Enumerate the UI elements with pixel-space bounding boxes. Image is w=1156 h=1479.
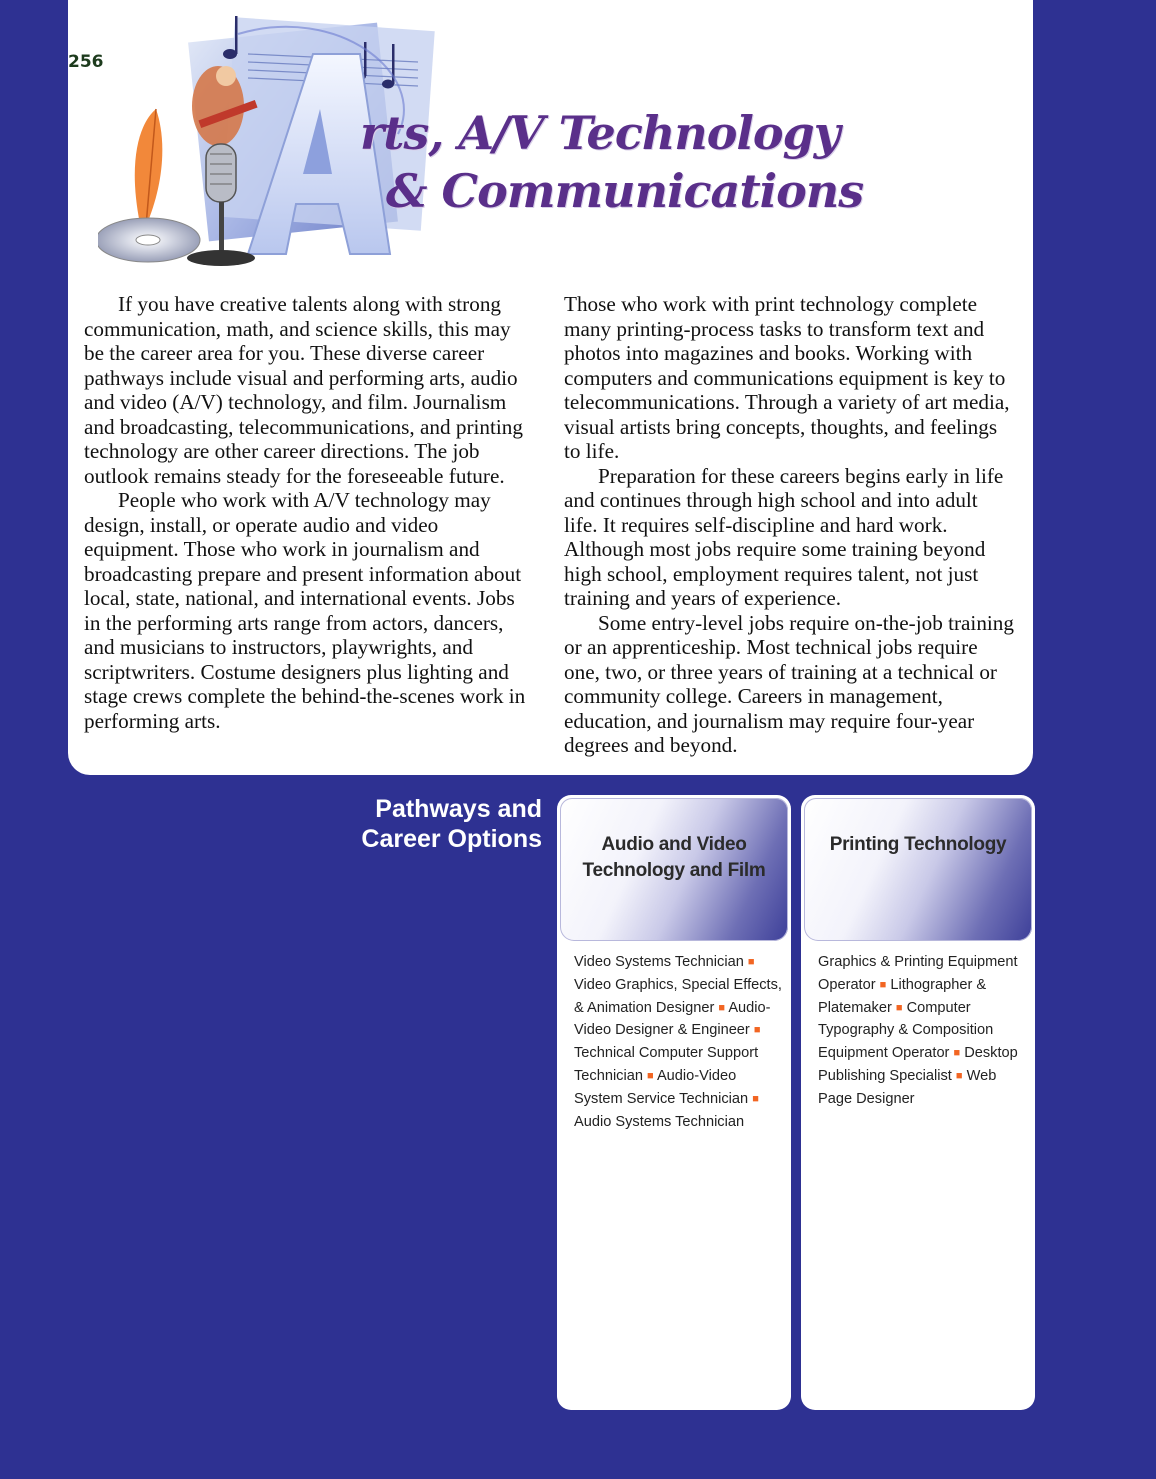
bullet-separator: ■ [879,978,887,991]
banner-title-line1: rts, A/V Technology [360,106,840,160]
banner-title-line2: & Communications [386,164,864,218]
card-header [804,798,1032,941]
bullet-separator: ■ [953,1047,961,1060]
career-list [818,951,1027,1111]
career-item: Technical Computer Support Technician [574,1045,759,1084]
intro-right-column [564,292,1016,758]
page-number: 256 [68,52,104,72]
card-title-line1: Printing Technology [829,834,1007,855]
bullet-separator: ■ [753,1024,761,1037]
intro-paragraph: Preparation for these careers begins early in life and continues through high school and into adult life. It requires self-discipline and hard work. Although most jobs require some training beyond high school, employment requires talent, not just training and years of experience. [564,463,1004,610]
bullet-separator: ■ [718,1001,726,1014]
bullet-separator: ■ [752,1092,759,1105]
career-item: Lithographer & Platemaker [818,976,987,1016]
career-item: Web Page Designer [818,1067,997,1107]
career-item: Computer Typography & Composition Equipment Operator [818,999,994,1062]
cd-icon [98,218,200,262]
card-title [812,832,1024,858]
intro-paragraph: Some entry-level jobs require on-the-job training or an apprenticeship. Most technical jobs require one, two, or three years of training at a technical or community college. Careers in management, education, and journalism may require four-year degrees and beyond. [564,610,1014,757]
career-item: Audio Systems Technician [574,1113,745,1130]
career-item: Video Graphics, Special Effects, & Animation Designer [574,976,782,1016]
card-title-line1: Audio and Video [601,834,747,855]
card-header [560,798,788,941]
career-item: Graphics & Printing Equipment Operator [818,954,1018,993]
intro-left-column [84,292,534,733]
bullet-separator: ■ [647,1069,654,1082]
pathway-card-printing [801,795,1035,1410]
career-item: Video Systems Technician [574,954,744,970]
career-item: Audio-Video Designer & Engineer [574,999,771,1039]
chapter-banner [98,14,864,276]
pathway-card-audio-video [557,795,791,1410]
pathways-heading-line1: Pathways and [375,795,542,823]
bullet-separator: ■ [955,1069,963,1082]
career-item: Desktop Publishing Specialist [818,1045,1018,1084]
card-title-line2: Technology and Film [582,860,766,881]
bullet-separator: ■ [747,956,755,968]
pathways-heading-line2: Career Options [361,825,542,853]
career-list [574,951,783,1133]
pathways-heading [242,794,542,854]
intro-paragraph: Those who work with print technology complete many printing-process tasks to transform text and photos into magazines and books. Working with computers and communications equipment is key to telecommunications. Through a variety of art media, visual artists bring concepts, thoughts, and feelings to life. [564,292,1010,463]
card-title [568,832,780,884]
intro-paragraph: If you have creative talents along with strong communication, math, and science skills, this may be the career area for you. These diverse career pathways include visual and performing arts, audio and video (A/V) technology, and film. Journalism and broadcasting, telecommunications, and printing technology are other career directions. The job outlook remains steady for the foreseeable future. [84,292,523,488]
career-item: Audio-Video System Service Technician [574,1067,749,1107]
intro-paragraph: People who work with A/V technology may design, install, or operate audio and video equipment. Those who work in journalism and broadcasting prepare and present information about local, state, national, and international events. Jobs in the performing arts range from actors, dancers, and musicians to instructors, playwrights, and scriptwriters. Costume designers plus lighting and stage crews complete the behind-the-scenes work in performing arts. [84,488,526,733]
bullet-separator: ■ [895,1001,903,1014]
